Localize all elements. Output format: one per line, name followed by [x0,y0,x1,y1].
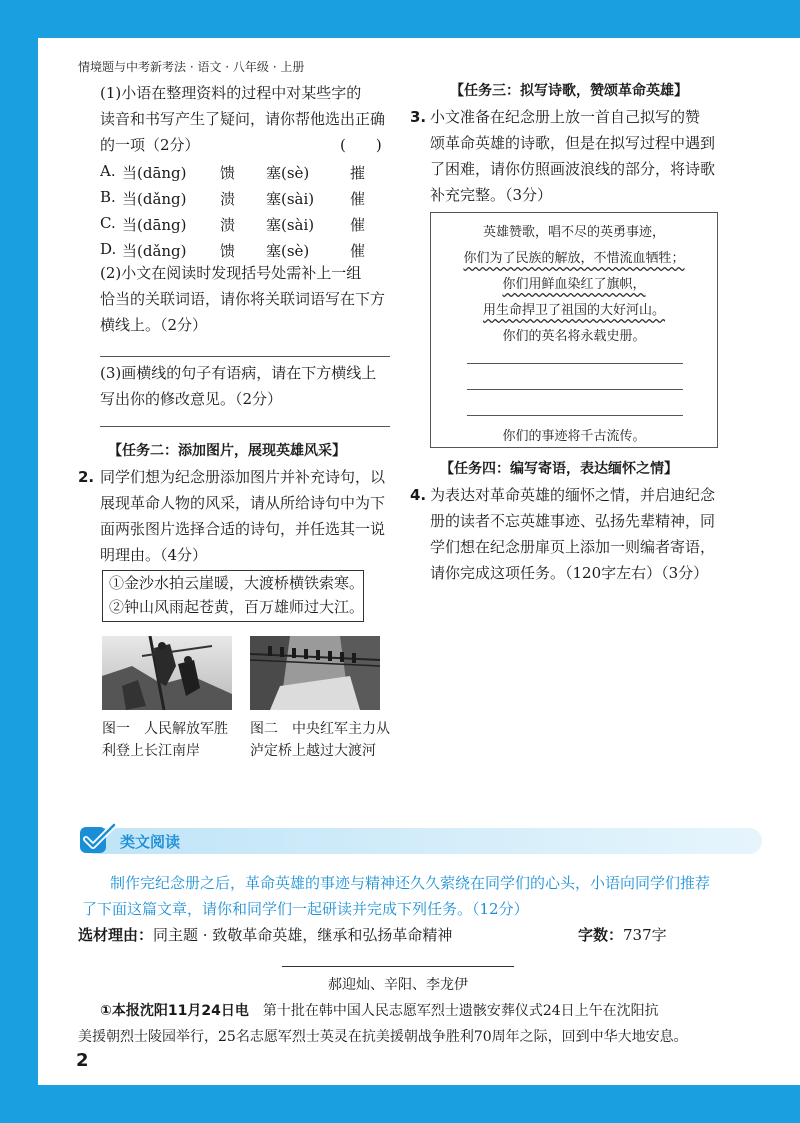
option-item: 当(dāng) [122,216,187,234]
q4-line: 学们想在纪念册扉页上添加一则编者寄语， [430,538,716,556]
q1-sub3-line: 写出你的修改意见。（2分） [100,390,283,408]
option-item: 溃 [220,190,236,208]
poem-line-5: 你们的英名将永载史册。 [502,329,646,344]
article-paragraph-1 [78,998,768,1050]
selection-reason [78,922,452,948]
q2-number: 2. [78,468,95,486]
option-label: D. [100,240,117,258]
q3-line: 颂革命英雄的诗歌，但是在拟写过程中遇到 [430,134,716,152]
answer-line[interactable] [100,356,390,357]
poem-wavy-text: 用生命捍卫了祖国的大好河山。 [482,303,665,318]
q1-sub2-line: 横线上。（2分） [100,316,208,334]
poem-answer-line[interactable] [467,389,683,390]
q1-sub2 [100,260,385,338]
option-item: 馈 [220,242,236,260]
option-item: 塞(sè) [266,242,310,260]
poem-line-6: 你们的事迹将千古流传。 [502,429,646,444]
task2-title: 【任务二：添加图片，展现英雄风采】 [108,443,346,459]
paragraph-line [78,998,768,1024]
task3-title: 【任务三：拟写诗歌，赞颂革命英雄】 [450,83,688,99]
page-header: 情境题与中考新考法 · 语文 · 八年级 · 上册 [78,60,305,74]
photo-pla-landing [102,636,232,710]
option-item: 塞(sè) [266,164,310,182]
q4-stem [430,482,715,586]
q3-line: 了困难，请你仿照画波浪线的部分，将诗歌 [430,160,716,178]
reason-text: 同主题 · 致敬革命英雄，继承和弘扬革命精神 [153,926,453,944]
option-item: 当(dāng) [122,164,187,182]
q4-line: 册的读者不忘英雄事迹、弘扬先辈精神，同 [430,512,716,530]
q1-sub1-line: (1)小语在整理资料的过程中对某些字的 [100,84,362,102]
poem-line-2 [431,247,717,266]
word-count [578,922,667,948]
option-item: 催 [350,242,366,260]
section-title: 类文阅读 [120,833,181,851]
caption-line: 图二 中央红军主力从 [250,721,390,737]
poem-choice-1[interactable]: ①金沙水拍云崖暖，大渡桥横铁索寒。 [109,574,365,592]
q4-line: 请你完成这项任务。（120字左右）（3分） [430,564,709,582]
poem-wavy-text: 你们为了民族的解放，不惜流血牺牲； [463,251,685,266]
q1-sub2-line: 恰当的关联词语，请你将关联词语写在下方 [100,290,386,308]
q4-line: 为表达对革命英雄的缅怀之情，并启迪纪念 [430,486,716,504]
poem-answer-line[interactable] [467,363,683,364]
option-item: 催 [350,190,366,208]
article-authors: 郝迎灿、辛阳、李龙伊 [328,977,468,993]
title-blank-line[interactable] [282,966,514,967]
q1-sub1-line: 的一项（2分） [100,136,200,154]
reading-intro [82,870,762,922]
poem-line-3 [431,273,717,292]
q3-stem [430,104,715,208]
checkmark-icon [78,821,118,859]
q1-sub2-line: (2)小文在阅读时发现括号处需补上一组 [100,264,362,282]
poem-wavy-text: 你们用鲜血染红了旗帜， [502,277,646,292]
count-label: 字数： [578,926,624,944]
q1-sub3 [100,360,376,412]
q2-line: 面两张图片选择合适的诗句，并任选其一说 [100,520,386,538]
option-item: 塞(sài) [266,216,315,234]
poem-answer-line[interactable] [467,415,683,416]
option-label: A. [100,162,116,180]
q1-sub3-line: (3)画横线的句子有语病，请在下方横线上 [100,364,377,382]
option-item: 催 [350,216,366,234]
q2-line: 展现革命人物的风采，请从所给诗句中为下 [100,494,386,512]
section-banner [82,828,762,854]
intro-line: 制作完纪念册之后，革命英雄的事迹与精神还久久萦绕在同学们的心头，小语向同学们推荐 [110,874,711,892]
q3-number: 3. [410,108,427,126]
poem-choices-box [102,570,364,622]
paragraph-text: 第十批在韩中国人民志愿军烈士遗骸安葬仪式24日上午在沈阳抗 [248,1003,659,1019]
dateline: ①本报沈阳11月24日电 [100,1003,249,1019]
option-item: 溃 [220,216,236,234]
count-value: 737字 [623,926,667,944]
option-item: 摧 [350,164,366,182]
poem-line-1: 英雄赞歌，唱不尽的英勇事迹， [482,225,665,240]
caption-line: 利登上长江南岸 [102,743,200,759]
option-item: 当(dǎng) [122,190,187,208]
poem-line-4 [431,299,717,318]
task4-title: 【任务四：编写寄语，表达缅怀之情】 [440,461,678,477]
q2-stem [100,464,385,568]
page [38,38,800,1085]
caption-figure-2 [250,718,390,762]
q1-sub1-line: 读音和书写产生了疑问，请你帮他选出正确 [100,110,386,128]
option-label: C. [100,214,116,232]
option-label: B. [100,188,116,206]
q4-number: 4. [410,486,427,504]
photo-luding-bridge [250,636,380,710]
option-item: 馈 [220,164,236,182]
q2-line: 明理由。（4分） [100,546,208,564]
q3-line: 小文准备在纪念册上放一首自己拟写的赞 [430,108,701,126]
intro-line: 了下面这篇文章，请你和同学们一起研读并完成下列任务。（12分） [82,900,529,918]
answer-line[interactable] [100,426,390,427]
poem-choice-2[interactable]: ②钟山风雨起苍黄，百万雄师过大江。 [109,598,365,616]
option-item: 当(dǎng) [122,242,187,260]
option-item: 塞(sài) [266,190,315,208]
page-number: 2 [76,1050,89,1071]
answer-bracket[interactable]: ( ) [340,136,382,154]
caption-line: 图一 人民解放军胜 [102,721,228,737]
paragraph-line: 美援朝烈士陵园举行，25名志愿军烈士英灵在抗美援朝战争胜利70周年之际，回到中华大地安息。 [78,1029,688,1045]
caption-figure-1 [102,718,228,762]
q2-line: 同学们想为纪念册添加图片并补充诗句，以 [100,468,386,486]
q3-line: 补充完整。（3分） [430,186,553,204]
reason-label: 选材理由： [78,926,154,944]
poem-frame [430,212,718,448]
caption-line: 泸定桥上越过大渡河 [250,743,376,759]
